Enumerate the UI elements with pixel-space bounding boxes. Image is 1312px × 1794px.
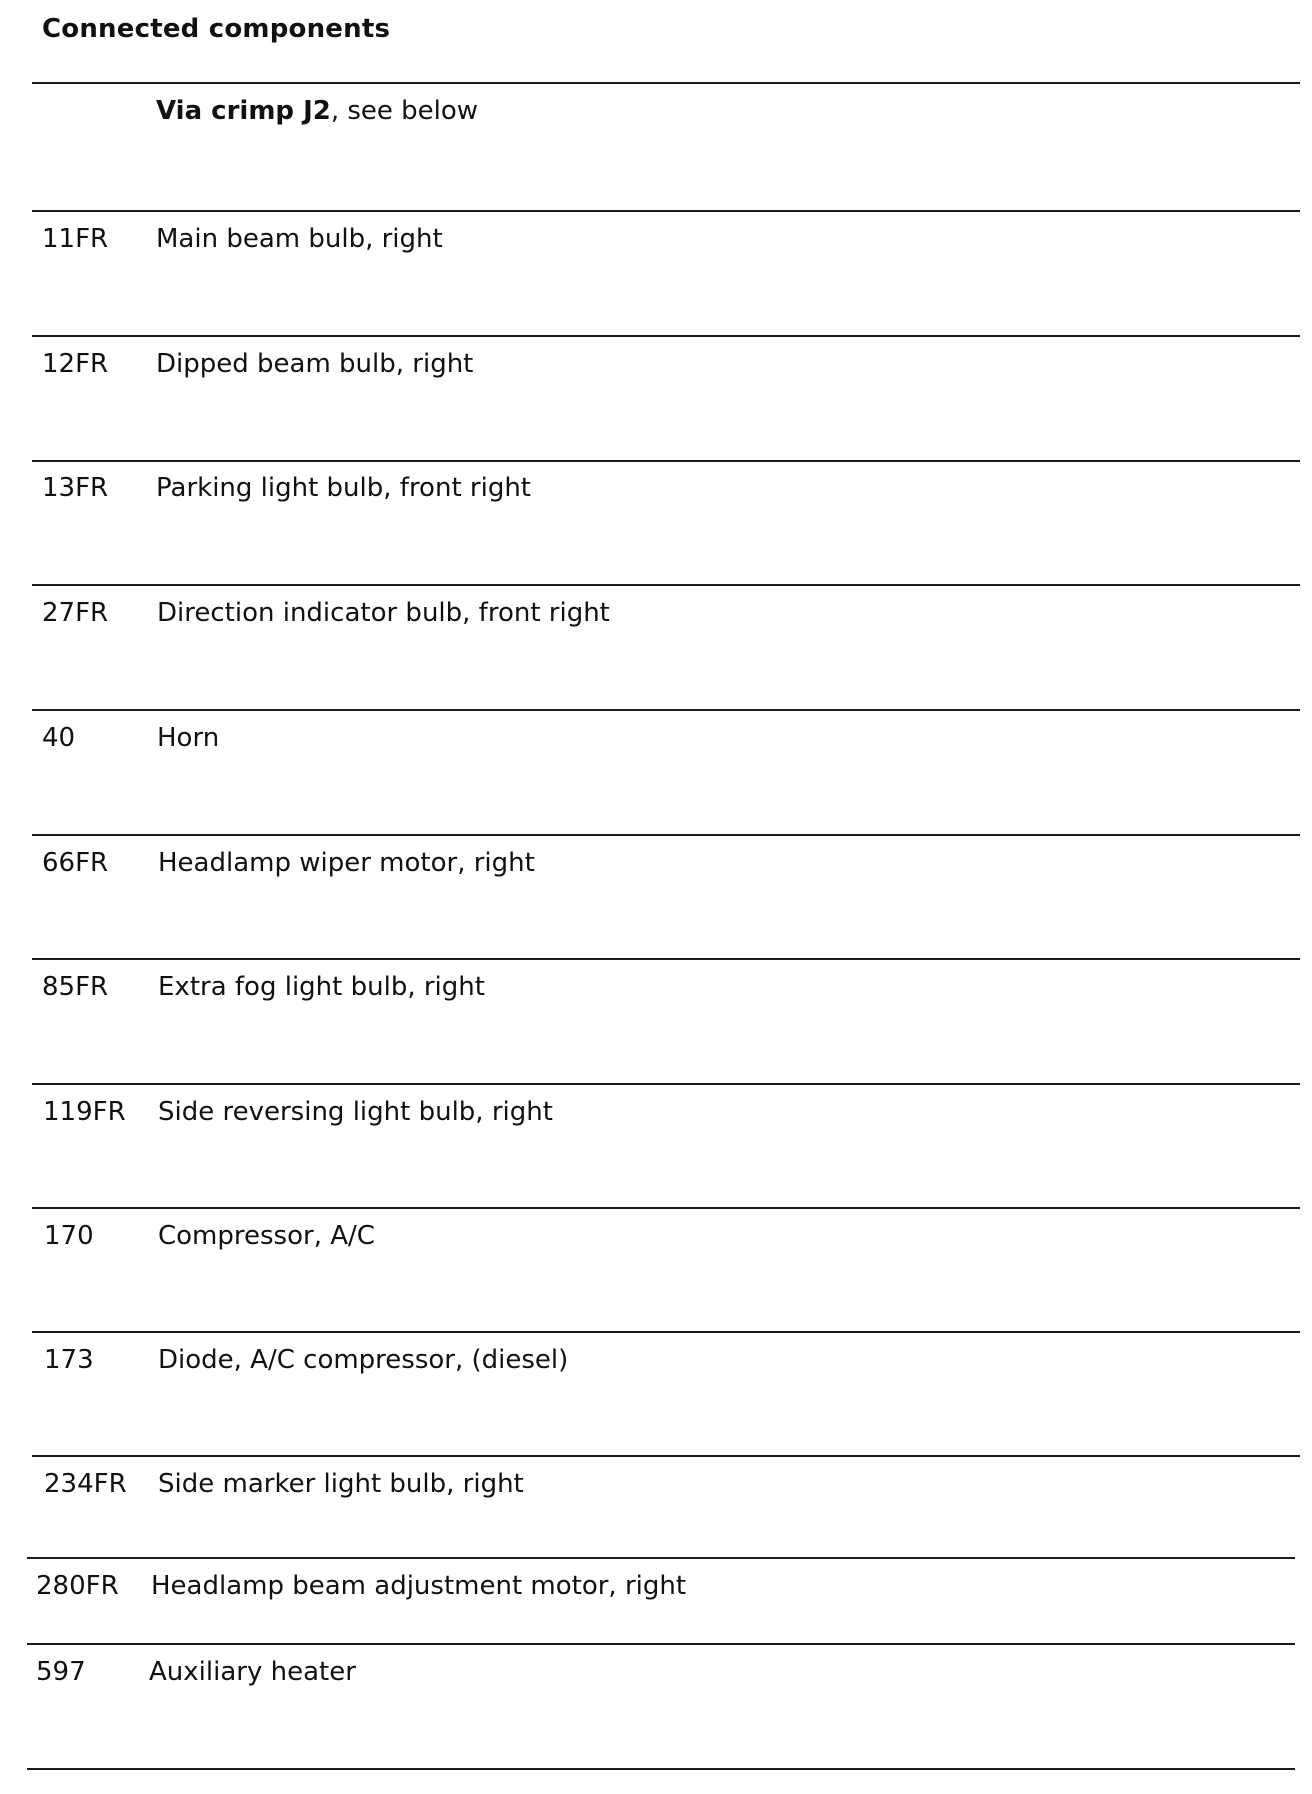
component-code: 27FR [42, 598, 109, 628]
component-description: Dipped beam bulb, right [156, 349, 474, 379]
table-rule [32, 584, 1300, 586]
component-code: 173 [44, 1345, 94, 1375]
crimp-reference-suffix: , see below [330, 96, 479, 126]
component-description [156, 96, 478, 126]
component-code: 170 [44, 1221, 94, 1251]
table-rule [32, 210, 1300, 212]
crimp-reference: Via crimp J2 [156, 96, 331, 126]
component-description: Side reversing light bulb, right [158, 1097, 553, 1127]
component-code: 40 [42, 723, 76, 753]
component-code: 234FR [44, 1469, 127, 1499]
component-code: 597 [36, 1657, 86, 1687]
table-rule [32, 834, 1300, 836]
component-description: Diode, A/C compressor, (diesel) [158, 1345, 569, 1375]
table-rule [32, 1207, 1300, 1209]
table-rule [32, 460, 1300, 462]
component-code: 85FR [42, 972, 109, 1002]
component-code: 66FR [42, 848, 109, 878]
component-description: Horn [157, 723, 220, 753]
table-rule [32, 958, 1300, 960]
page-title: Connected components [42, 14, 391, 44]
component-code: 280FR [36, 1571, 119, 1601]
component-description: Compressor, A/C [158, 1221, 375, 1251]
table-rule [27, 1557, 1295, 1559]
component-code: 119FR [43, 1097, 126, 1127]
table-rule [27, 1643, 1295, 1645]
component-description: Direction indicator bulb, front right [157, 598, 610, 628]
component-description: Auxiliary heater [149, 1657, 356, 1687]
component-description: Side marker light bulb, right [158, 1469, 524, 1499]
component-description: Main beam bulb, right [156, 224, 443, 254]
table-rule [32, 335, 1300, 337]
table-rule [32, 1083, 1300, 1085]
table-rule [32, 82, 1300, 84]
table-rule [32, 1331, 1300, 1333]
component-description: Headlamp wiper motor, right [158, 848, 535, 878]
component-code: 13FR [42, 473, 109, 503]
component-description: Extra fog light bulb, right [158, 972, 485, 1002]
component-code: 12FR [42, 349, 109, 379]
component-code: 11FR [42, 224, 109, 254]
component-description: Headlamp beam adjustment motor, right [151, 1571, 687, 1601]
component-description: Parking light bulb, front right [156, 473, 531, 503]
table-rule [27, 1768, 1295, 1770]
table-rule [32, 1455, 1300, 1457]
table-rule [32, 709, 1300, 711]
